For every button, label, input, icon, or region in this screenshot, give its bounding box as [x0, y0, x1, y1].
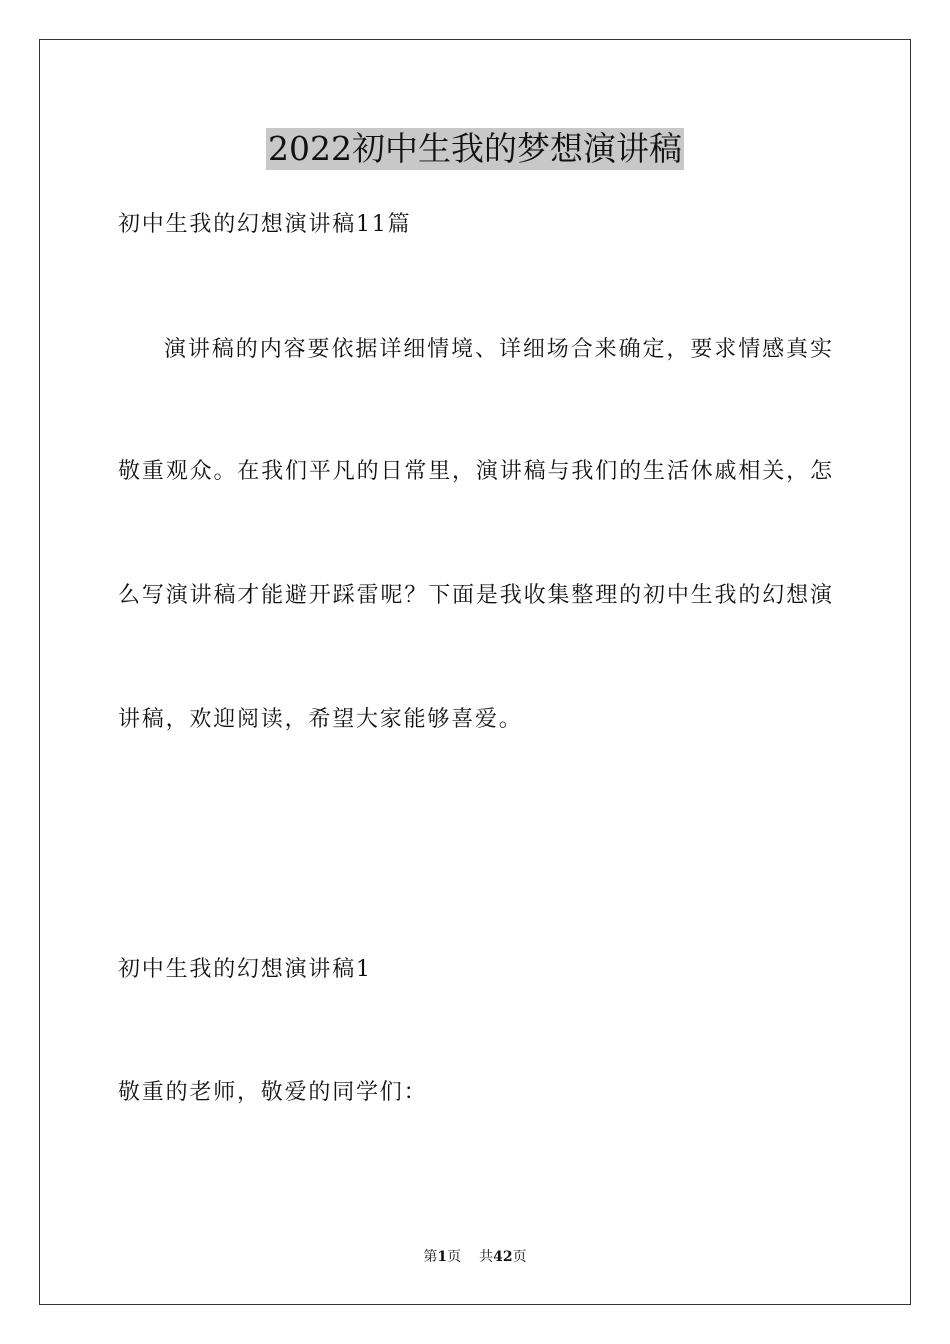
page-number: 1 — [437, 1249, 448, 1265]
total-pages: 42 — [493, 1249, 513, 1265]
total-suffix: 页 — [512, 1249, 527, 1265]
paragraph-line: 演讲稿的内容要依据详细情境、详细场合来确定，要求情感真实 — [164, 337, 832, 362]
document-subtitle: 初中生我的幻想演讲稿11篇 — [118, 212, 412, 237]
document-title: 2022初中生我的梦想演讲稿 — [268, 129, 682, 168]
page-prefix: 第 — [423, 1249, 438, 1265]
salutation: 敬重的老师，敬爱的同学们： — [118, 1080, 428, 1105]
total-prefix: 共 — [479, 1249, 494, 1265]
paragraph-line: 讲稿，欢迎阅读，希望大家能够喜爱。 — [118, 707, 523, 732]
title-container — [0, 128, 950, 170]
section-heading: 初中生我的幻想演讲稿1 — [118, 957, 372, 982]
page-footer — [0, 1248, 950, 1266]
page-suffix: 页 — [447, 1249, 462, 1265]
paragraph-line: 么写演讲稿才能避开踩雷呢？下面是我收集整理的初中生我的幻想演 — [118, 583, 832, 608]
paragraph-line: 敬重观众。在我们平凡的日常里，演讲稿与我们的生活休戚相关，怎 — [118, 459, 832, 484]
